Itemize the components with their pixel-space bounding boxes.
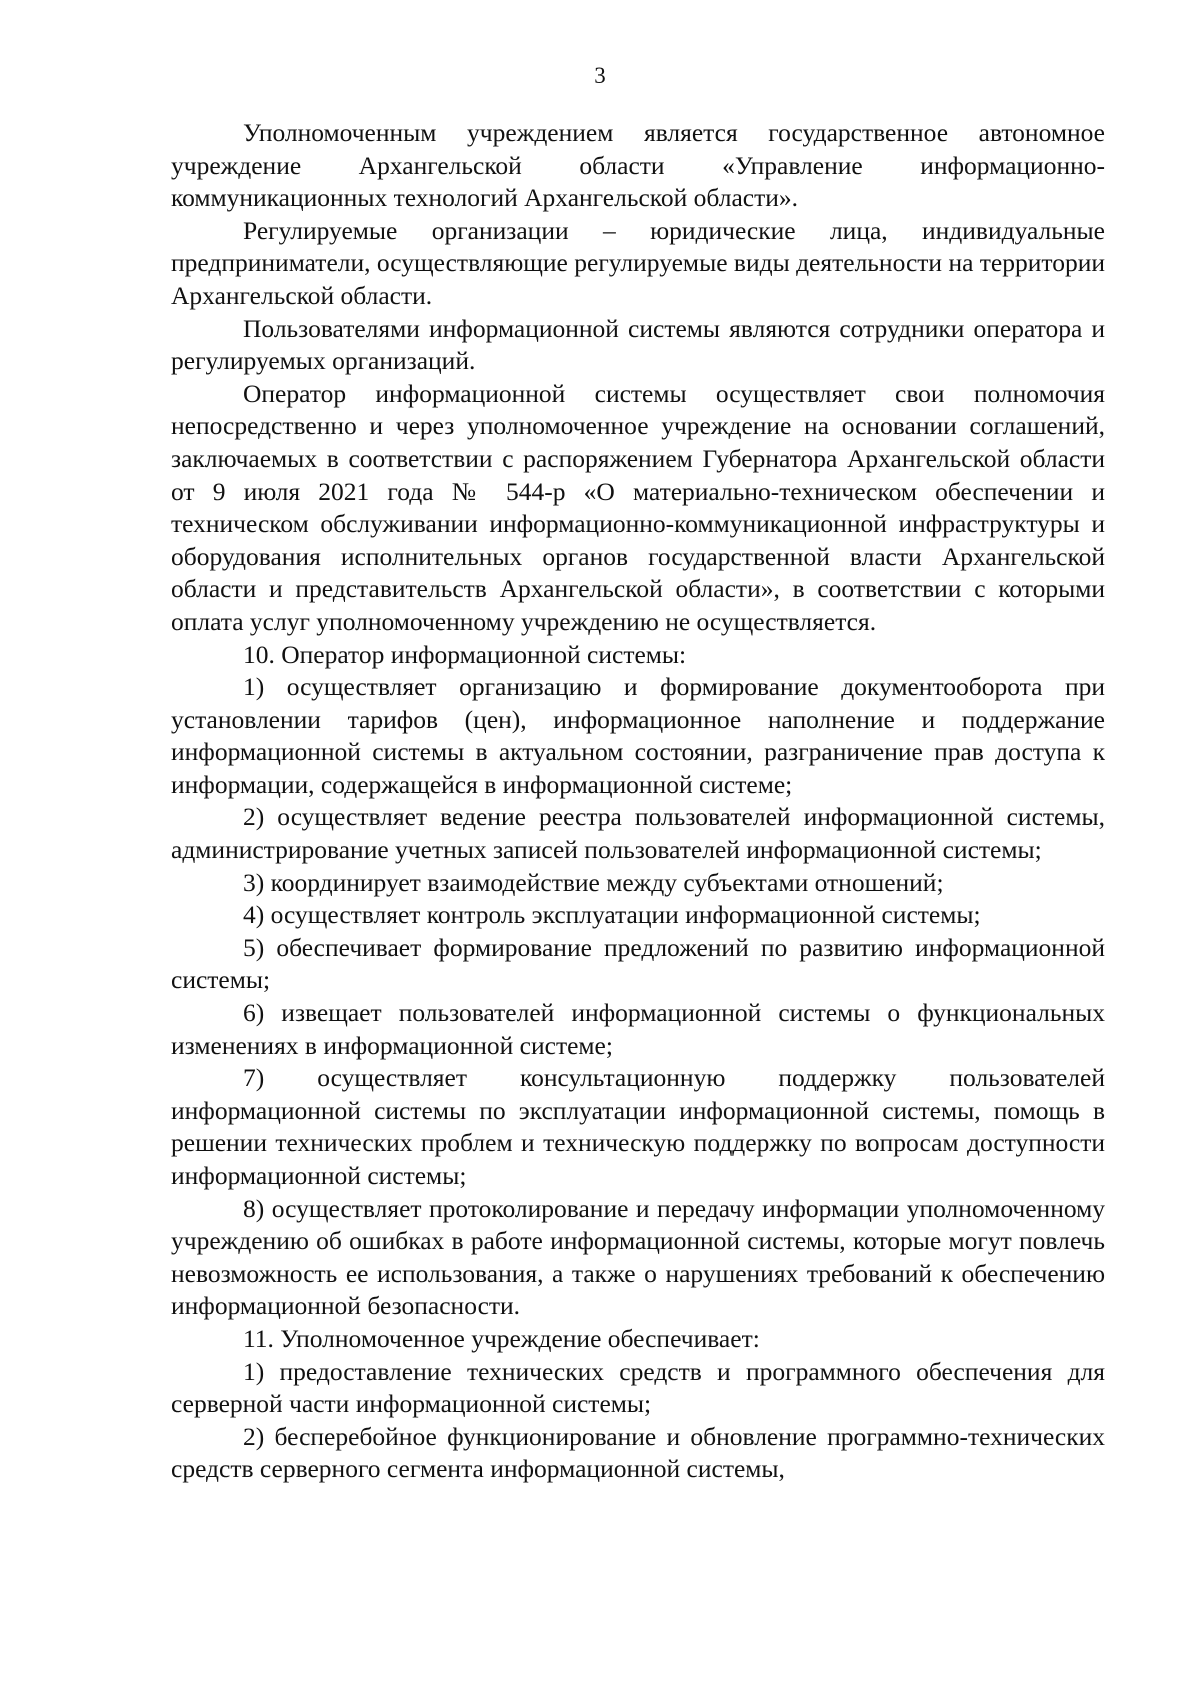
paragraph-item-10-6: 6) извещает пользователей информационной системы о функциональных изменениях в информационной системе; <box>171 998 1105 1060</box>
paragraph-item-10-1: 1) осуществляет организацию и формирование документооборота при установлении тарифов (цен), информационное наполнение и поддержание информационной системы в актуальном состоянии, разграничение прав доступа к информации, содержащейся в информационной системе; <box>171 672 1105 799</box>
paragraph-operator-powers: Оператор информационной системы осуществляет свои полномочия непосредственно и через уполномоченное учреждение на основании соглашений, заключаемых в соответствии с распоряжением Губернатора Архангельской области от 9 июля 2021 года № 544-р «О материально-техническом обеспечении и техническом обслуживании информационно-коммуникационной инфраструктуры и оборудования исполнительных органов государственной власти Архангельской области и представительств Архангельской области», в соответствии с которыми оплата услуг уполномоченному учреждению не осуществляется. <box>171 378 1105 636</box>
paragraph-item-11-2: 2) бесперебойное функционирование и обновление программно-технических средств серверного сегмента информационной системы, <box>171 1421 1105 1484</box>
paragraph-item-10-8: 8) осуществляет протоколирование и передачу информации уполномоченному учреждению об ошибках в работе информационной системы, которые могут повлечь невозможность ее использования, а также о нарушениях требований к обеспечению информационной безопасности. <box>171 1193 1105 1321</box>
paragraph-item-10-3: 3) координирует взаимодействие между субъектами отношений; <box>243 867 944 897</box>
paragraph-system-users: Пользователями информационной системы являются сотрудники оператора и регулируемых организаций. <box>171 313 1105 376</box>
page-number: 3 <box>594 63 606 88</box>
document-body <box>171 117 1105 1486</box>
paragraph-authorized-institution: Уполномоченным учреждением является государственное автономное учреждение Архангельской области «Управление информационно-коммуникационных технологий Архангельской области». <box>171 118 1105 213</box>
paragraph-item-11-heading: 11. Уполномоченное учреждение обеспечивает: <box>243 1323 760 1353</box>
paragraph-item-10-7: 7) осуществляет консультационную поддержку пользователей информационной системы по эксплуатации информационной системы, помощь в решении технических проблем и техническую поддержку по вопросам доступности информационной системы; <box>171 1063 1105 1190</box>
paragraph-regulated-organizations: Регулируемые организации – юридические лица, индивидуальные предприниматели, осуществляющие регулируемые виды деятельности на территории Архангельской области. <box>171 215 1105 310</box>
paragraph-item-11-1: 1) предоставление технических средств и программного обеспечения для серверной части информационной системы; <box>171 1356 1105 1419</box>
paragraph-item-10-4: 4) осуществляет контроль эксплуатации информационной системы; <box>243 900 981 930</box>
paragraph-item-10-5: 5) обеспечивает формирование предложений по развитию информационной системы; <box>171 932 1105 995</box>
paragraph-item-10-heading: 10. Оператор информационной системы: <box>243 639 687 669</box>
paragraph-item-10-2: 2) осуществляет ведение реестра пользователей информационной системы, администрирование учетных записей пользователей информационной системы; <box>171 802 1105 865</box>
